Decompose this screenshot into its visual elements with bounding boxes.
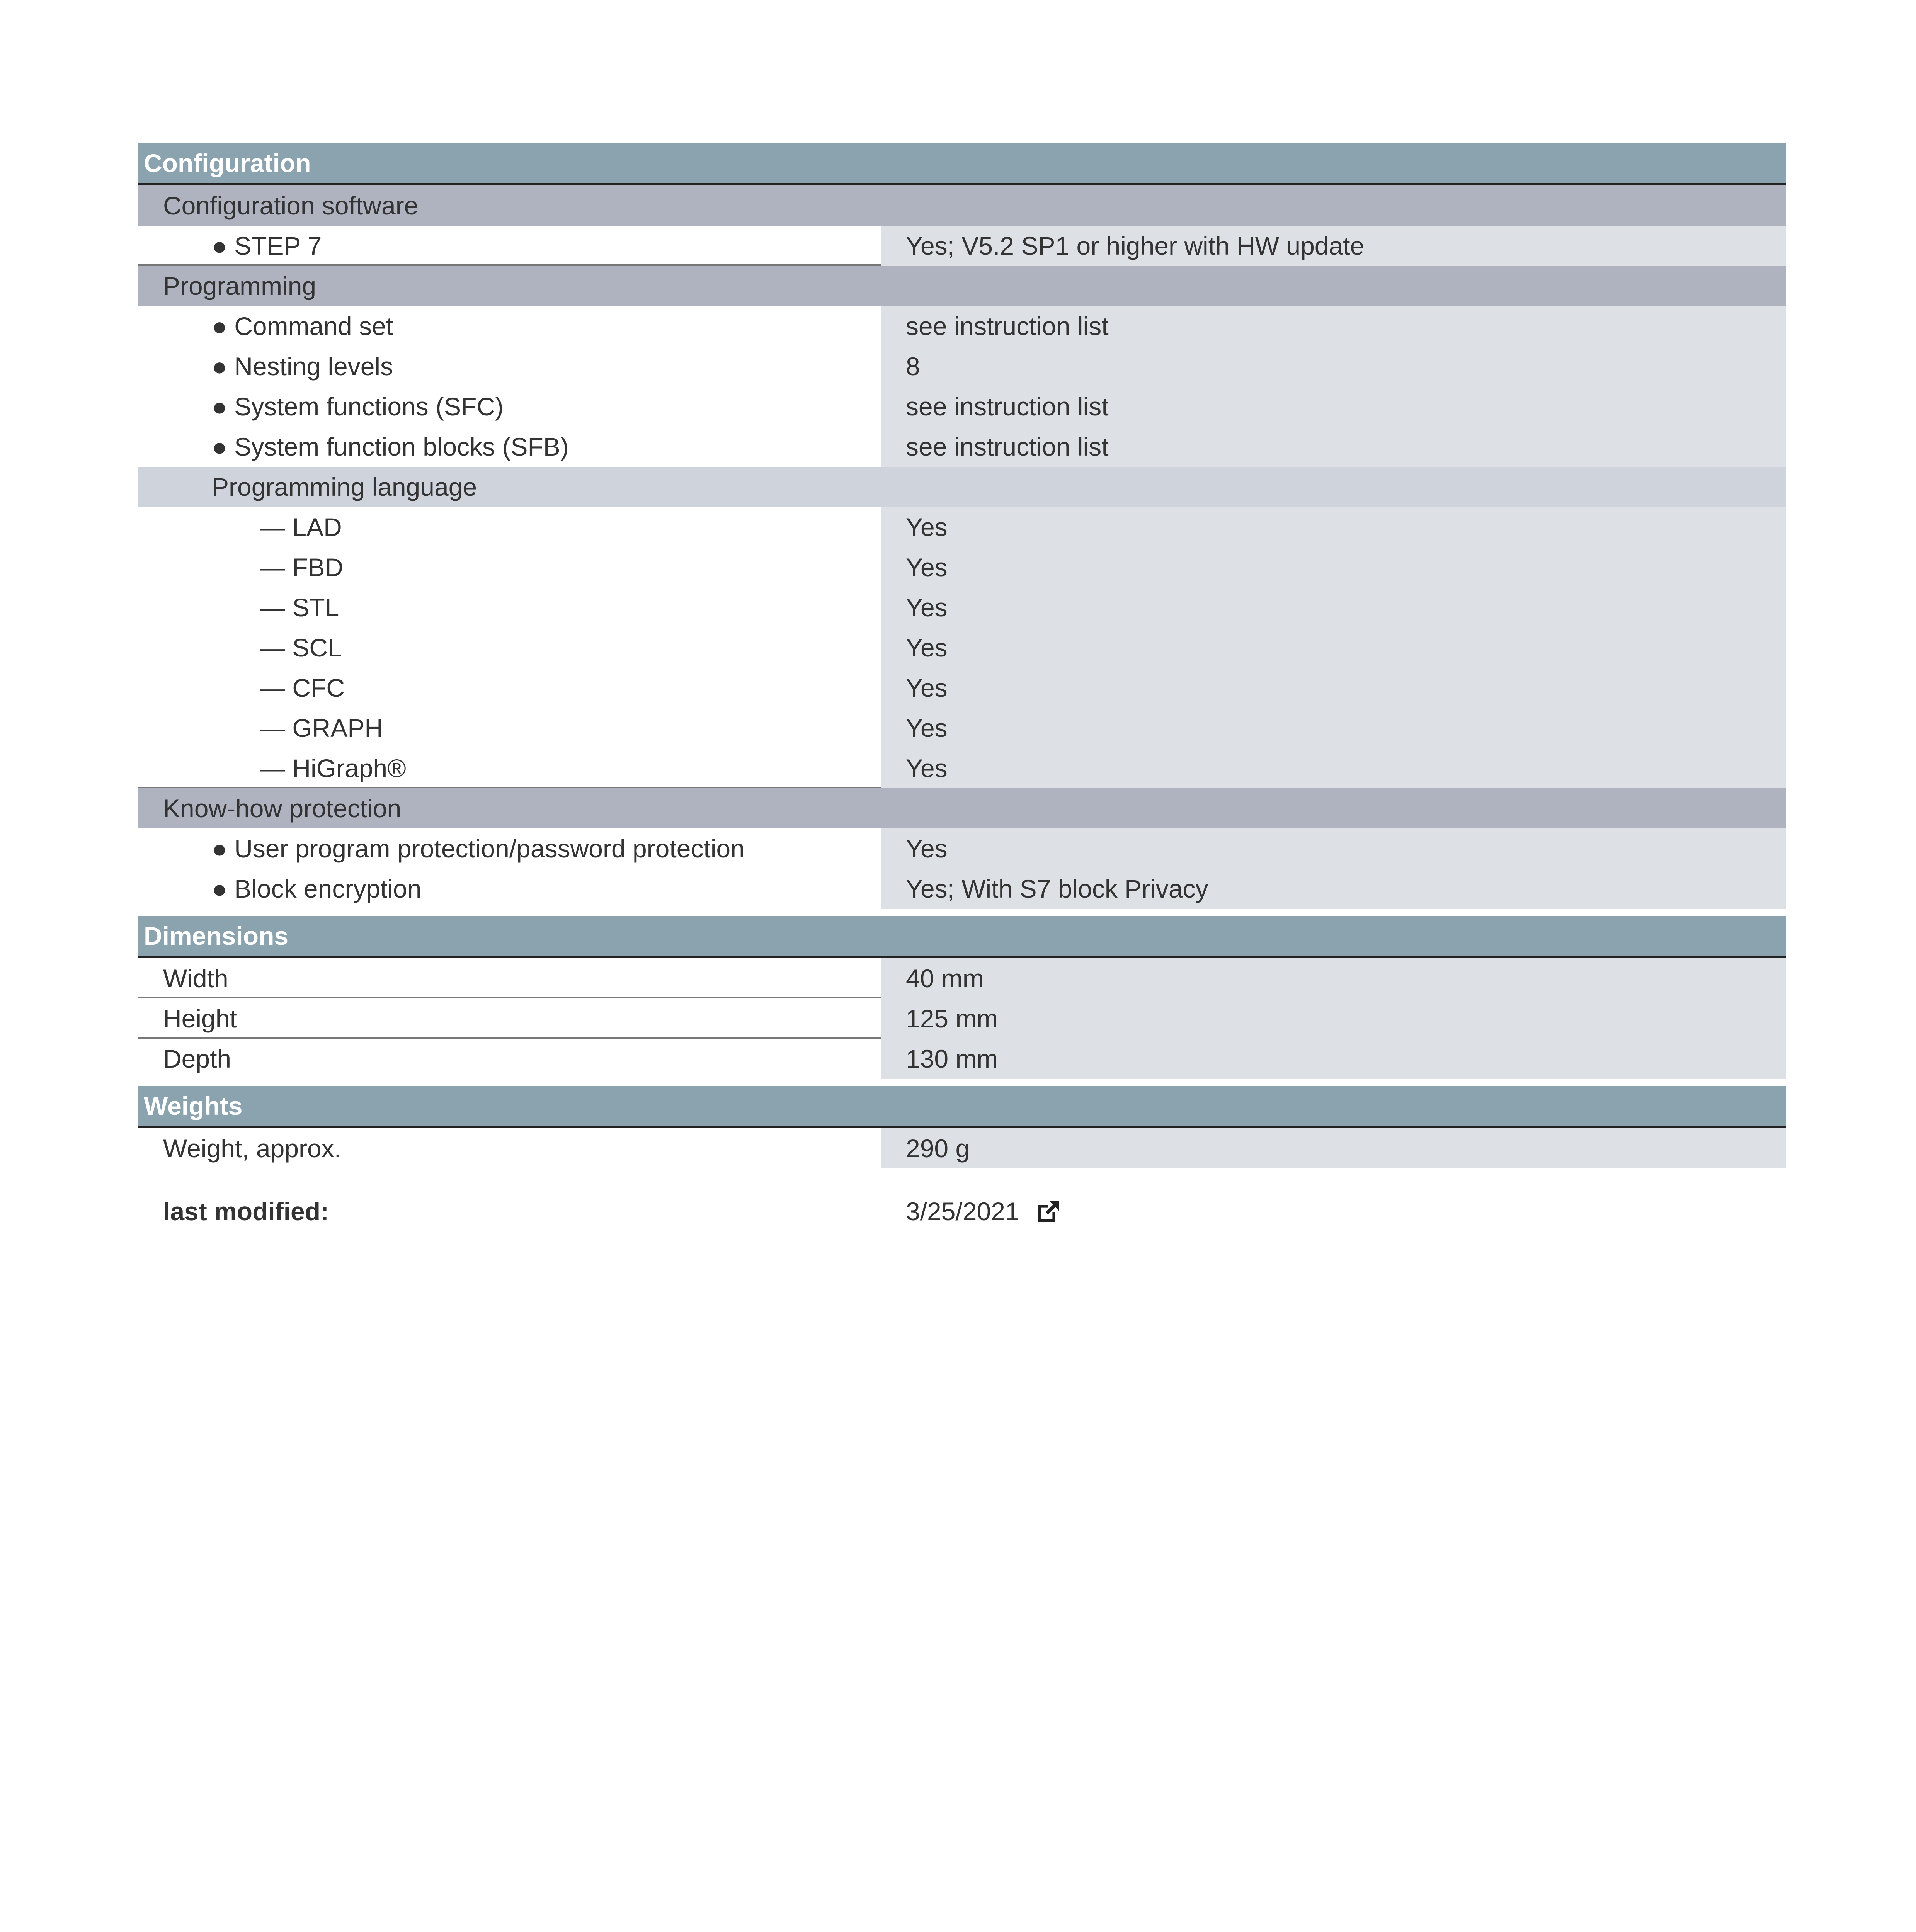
section-title: Configuration xyxy=(144,149,311,177)
spec-label: ● System function blocks (SFB) xyxy=(212,432,569,461)
spec-label: ● STEP 7 xyxy=(138,226,881,266)
language-label: — GRAPH xyxy=(260,714,383,742)
spec-label: Depth xyxy=(163,1044,231,1073)
language-value: Yes xyxy=(881,507,1786,547)
spec-value: see instruction list xyxy=(881,306,1786,346)
spec-value: 130 mm xyxy=(881,1039,1786,1079)
group-programming xyxy=(138,266,1786,306)
language-label: — STL xyxy=(260,593,339,622)
spec-value: Yes; V5.2 SP1 or higher with HW update xyxy=(881,226,1786,266)
language-row xyxy=(138,587,1786,628)
group-label: Configuration software xyxy=(163,191,419,220)
group-label: Programming xyxy=(163,272,316,300)
spec-value: see instruction list xyxy=(881,386,1786,427)
section-header-weights xyxy=(138,1086,1786,1128)
group-programming-language xyxy=(138,467,1786,507)
last-modified-row xyxy=(138,1190,1786,1233)
group-knowhow-protection xyxy=(138,788,1786,828)
group-configuration-software xyxy=(138,185,1786,226)
section-header-configuration xyxy=(138,143,1786,185)
language-row xyxy=(138,547,1786,587)
group-label: Programming language xyxy=(212,473,477,501)
external-link-icon[interactable] xyxy=(1033,1197,1063,1226)
language-row xyxy=(138,668,1786,708)
last-modified-label: last modified: xyxy=(163,1197,329,1226)
section-title: Weights xyxy=(144,1092,243,1120)
language-value: Yes xyxy=(881,628,1786,668)
group-label: Know-how protection xyxy=(163,794,402,823)
spec-table xyxy=(138,143,1786,1168)
spec-row-sfc xyxy=(138,386,1786,427)
language-value: Yes xyxy=(881,708,1786,748)
spec-value: Yes xyxy=(881,828,1786,869)
language-label: — CFC xyxy=(260,673,345,702)
spec-value: 40 mm xyxy=(881,958,1786,998)
language-value: Yes xyxy=(881,748,1786,788)
spec-row-sfb xyxy=(138,427,1786,467)
section-header-dimensions xyxy=(138,916,1786,958)
spec-value: 125 mm xyxy=(881,998,1786,1039)
spec-row-weight xyxy=(138,1128,1786,1168)
spec-row-block-encryption xyxy=(138,869,1786,909)
language-value: Yes xyxy=(881,668,1786,708)
spec-row-command-set xyxy=(138,306,1786,346)
spec-row-width xyxy=(138,958,1786,998)
language-label: — FBD xyxy=(260,553,344,582)
spec-row-depth xyxy=(138,1039,1786,1079)
spec-row-nesting-levels xyxy=(138,346,1786,386)
spec-label: ● Command set xyxy=(212,312,393,340)
spec-row-password-protection xyxy=(138,828,1786,869)
spec-value: see instruction list xyxy=(881,427,1786,467)
spec-value: Yes; With S7 block Privacy xyxy=(881,869,1786,909)
spec-label: ● Block encryption xyxy=(212,874,422,903)
language-value: Yes xyxy=(881,547,1786,587)
spec-value: 290 g xyxy=(881,1128,1786,1168)
language-value: Yes xyxy=(881,587,1786,628)
language-label: — LAD xyxy=(260,513,342,541)
language-row xyxy=(138,748,1786,788)
spec-value: 8 xyxy=(881,346,1786,386)
last-modified-date: 3/25/2021 xyxy=(906,1197,1019,1226)
language-label: — SCL xyxy=(260,633,342,662)
language-label: — HiGraph® xyxy=(138,748,881,788)
language-row xyxy=(138,507,1786,547)
language-row xyxy=(138,628,1786,668)
spec-label: Width xyxy=(138,958,881,998)
spec-label: ● Nesting levels xyxy=(212,352,393,381)
spec-label: Height xyxy=(138,998,881,1039)
spec-label: ● User program protection/password protection xyxy=(212,834,745,863)
section-title: Dimensions xyxy=(144,922,289,950)
spec-row-step7 xyxy=(138,226,1786,266)
spec-label: Weight, approx. xyxy=(163,1134,342,1163)
last-modified-value-wrap xyxy=(881,1190,1063,1233)
spec-row-height xyxy=(138,998,1786,1039)
language-row xyxy=(138,708,1786,748)
spec-label: ● System functions (SFC) xyxy=(212,392,504,421)
